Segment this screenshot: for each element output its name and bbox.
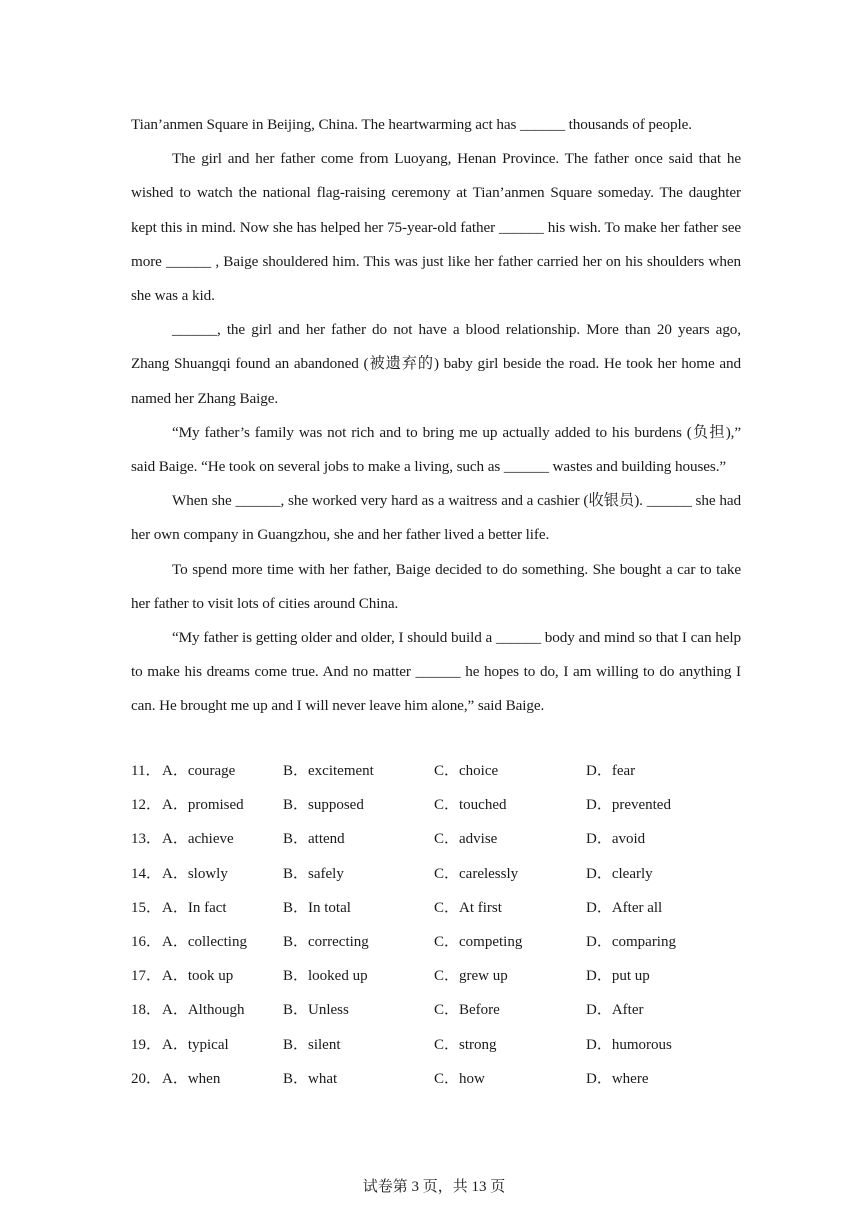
passage-paragraph: “My father’s family was not rich and to bring me up actually added to his burdens (负担),” said Baige. “He took on several jobs to make a living, such as ______ wastes and building houses.” (131, 423, 741, 476)
option-c: C．touched (434, 797, 507, 814)
option-b: B．Unless (283, 1002, 349, 1019)
option-d: D．prevented (586, 797, 671, 814)
question-number: 18． (131, 1002, 162, 1019)
option-a: A．collecting (162, 933, 247, 950)
option-b: B．excitement (283, 763, 374, 779)
passage-paragraph: ______, the girl and her father do not have a blood relationship. More than 20 years ago, Zhang Shuangqi found an abandoned (被遗弃的) baby girl beside the road. He took her home and named her Zhang Baige. (131, 321, 741, 407)
answer-options (131, 754, 751, 1096)
question-number: 19． (131, 1036, 162, 1053)
option-d: D．After all (586, 899, 663, 916)
question-row (131, 959, 751, 993)
option-b: B．what (283, 1070, 338, 1087)
option-c: C．At first (434, 899, 502, 916)
passage-paragraph: When she ______, she worked very hard as a waitress and a cashier (收银员). ______ she had her own company in Guangzhou, she and her father lived a better life. (131, 492, 741, 544)
question-row (131, 788, 751, 822)
option-b: B．safely (283, 865, 344, 882)
option-a: A．Although (162, 1002, 245, 1019)
question-row (131, 891, 751, 925)
option-c: C．strong (434, 1036, 497, 1053)
reading-passage (131, 108, 741, 724)
option-a: A．achieve (162, 831, 234, 848)
question-row (131, 1028, 751, 1062)
option-c: C．advise (434, 831, 498, 848)
option-a: A．promised (162, 797, 244, 814)
question-row (131, 822, 751, 856)
question-row (131, 993, 751, 1027)
option-a: A．when (162, 1070, 221, 1087)
option-b: B．looked up (283, 968, 368, 985)
question-number: 16． (131, 933, 162, 950)
passage-paragraph: Tian’anmen Square in Beijing, China. The heartwarming act has ______ thousands of people. (131, 116, 692, 133)
question-number: 20． (131, 1070, 162, 1087)
option-b: B．In total (283, 899, 351, 916)
option-d: D．avoid (586, 831, 646, 848)
option-d: D．humorous (586, 1036, 672, 1053)
option-a: A．took up (162, 968, 234, 985)
question-number: 17． (131, 968, 162, 985)
option-c: C．competing (434, 933, 523, 950)
option-d: D．fear (586, 763, 636, 779)
option-c: C．Before (434, 1002, 500, 1019)
option-b: B．attend (283, 831, 345, 848)
question-row (131, 1062, 751, 1096)
option-d: D．After (586, 1002, 644, 1019)
passage-paragraph: The girl and her father come from Luoyang, Henan Province. The father once said that he wished to watch the national flag-raising ceremony at Tian’anmen Square someday. The daughter kept this in mind. Now she has helped her 75-year-old father ______ his wish. To make her father see more ______ , Baige shouldered him. This was just like her father carried her on his shoulders when she was a kid. (131, 150, 741, 305)
option-c: C．grew up (434, 968, 508, 985)
question-number: 13． (131, 831, 162, 848)
option-c: C．carelessly (434, 865, 519, 882)
option-c: C．choice (434, 763, 499, 779)
page-footer: 试卷第 3 页，共 13 页 (362, 1179, 506, 1195)
option-a: A．slowly (162, 865, 228, 882)
question-row (131, 925, 751, 959)
question-number: 15． (131, 899, 162, 916)
option-d: D．comparing (586, 933, 676, 950)
question-row (131, 857, 751, 891)
option-b: B．supposed (283, 797, 364, 814)
option-b: B．silent (283, 1036, 341, 1053)
passage-paragraph: To spend more time with her father, Baige decided to do something. She bought a car to take her father to visit lots of cities around China. (131, 560, 741, 612)
question-number: 14． (131, 865, 162, 882)
option-c: C．how (434, 1070, 485, 1087)
question-number: 11． (131, 763, 161, 779)
option-d: D．clearly (586, 865, 653, 882)
option-a: A．In fact (162, 899, 227, 916)
option-b: B．correcting (283, 933, 369, 950)
option-d: D．put up (586, 968, 650, 985)
option-a: A．typical (162, 1036, 229, 1053)
question-number: 12． (131, 797, 162, 814)
option-d: D．where (586, 1070, 649, 1087)
passage-paragraph: “My father is getting older and older, I should build a ______ body and mind so that I can help to make his dreams come true. And no matter ______ he hopes to do, I am willing to do anything I can. He brought me up and I will never leave him alone,” said Baige. (131, 629, 741, 715)
option-a: A．courage (162, 763, 236, 779)
question-row (131, 754, 751, 788)
